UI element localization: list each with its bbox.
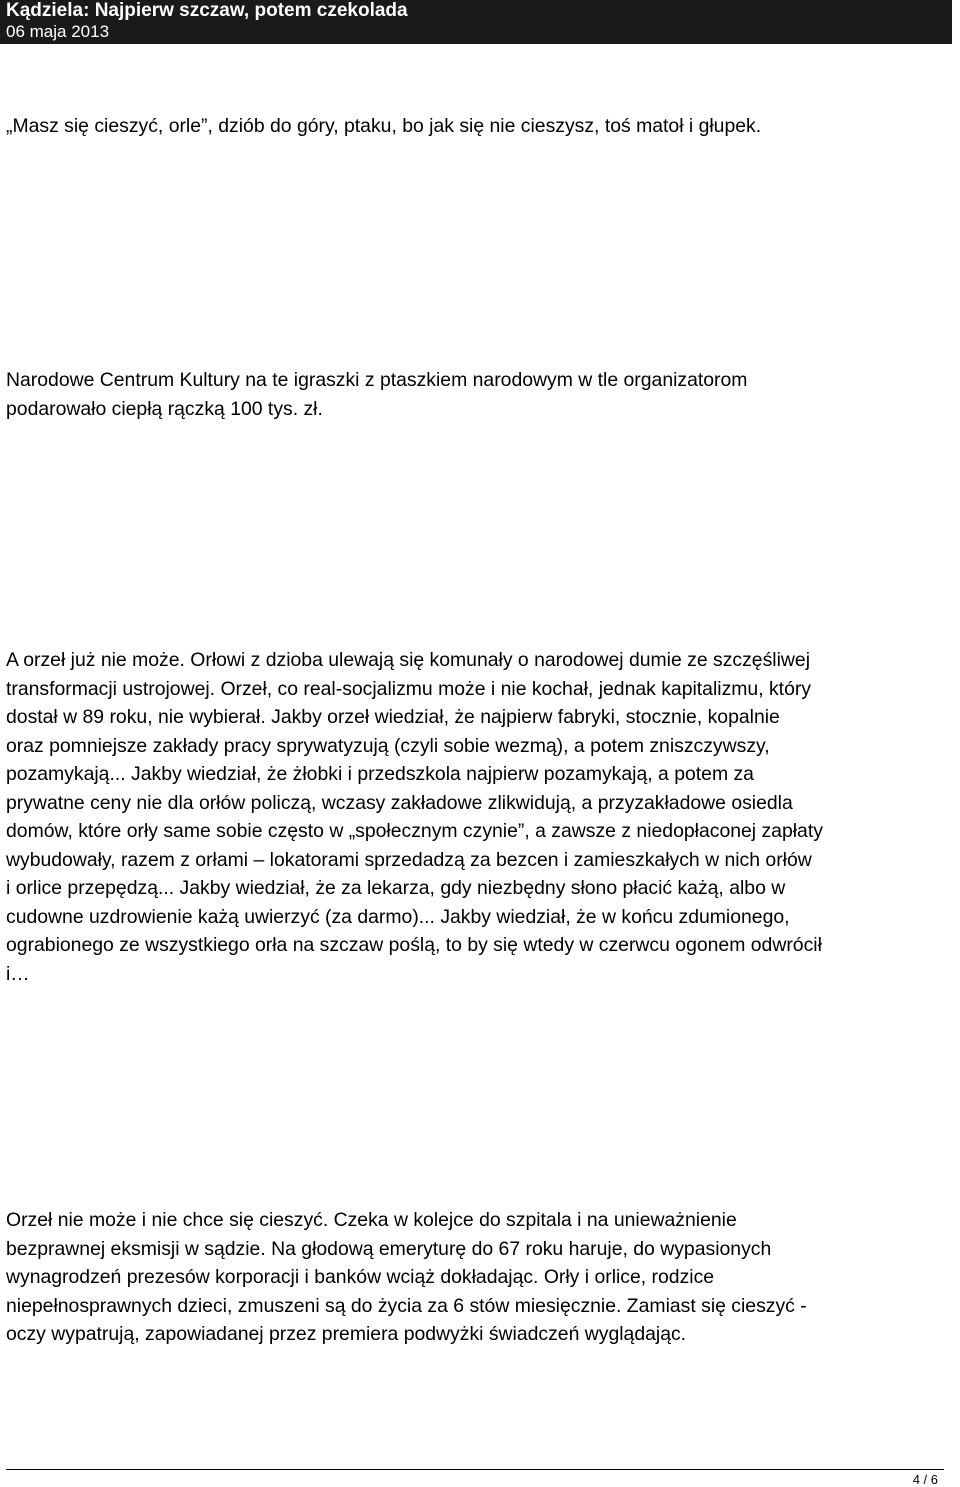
text-line: dostał w 89 roku, nie wybierał. Jakby orzeł wiedział, że najpierw fabryki, stocznie, kopalnie [6,706,780,728]
paragraph-1 [6,112,956,141]
text-line: domów, które orły same sobie często w „społecznym czynie”, a zawsze z niedopłaconej zapłaty [6,820,823,842]
text-line: prywatne ceny nie dla orłów policzą, wczasy zakładowe zlikwidują, a przyzakładowe osiedla [6,791,793,814]
document-header [0,0,952,44]
text-line: ograbionego ze wszystkiego orła na szczaw poślą, to by się wtedy w czerwcu ogonem odwrócił [6,934,822,956]
page-number: 4 / 6 [912,1472,938,1487]
paragraph-3 [6,646,956,988]
article-date: 06 maja 2013 [6,22,110,41]
text-line: oczy wypatrują, zapowiadanej przez premiera podwyżki świadczeń wyglądając. [6,1323,687,1345]
text-line: Narodowe Centrum Kultury na te igraszki z ptaszkiem narodowym w tle organizatorom [6,369,748,391]
paragraph-2 [6,366,956,423]
text-line: niepełnosprawnych dzieci, zmuszeni są do życia za 6 stów miesięcznie. Zamiast się cieszyć - [6,1294,807,1317]
text-line: bezprawnej eksmisji w sądzie. Na głodową emeryturę do 67 roku haruje, do wypasionych [6,1237,772,1260]
text-line: A orzeł już nie może. Orłowi z dzioba ulewają się komunały o narodowej dumie ze szczęśliwej [6,649,811,671]
text-line: transformacji ustrojowej. Orzeł, co real-socjalizmu może i nie kochał, jednak kapitalizmu, który [6,677,812,700]
text-line: pozamykają... Jakby wiedział, że żłobki i przedszkola najpierw pozamykają, a potem za [6,763,754,785]
text-line: wynagrodzeń prezesów korporacji i banków wciąż dokładając. Orły i orlice, rodzice [6,1266,715,1288]
text-line: i orlice przepędzą... Jakby wiedział, że za lekarza, gdy niezbędny słono płacić każą, albo w [6,877,786,899]
text-line: podarowało ciepłą rączką 100 tys. zł. [6,397,323,420]
text-line: wybudowały, razem z orłami – lokatorami sprzedadzą za bezcen i zamieszkałych w nich orłów [6,848,812,871]
text-line: cudowne uzdrowienie każą uwierzyć (za darmo)... Jakby wiedział, że w końcu zdumionego, [6,905,790,928]
text-line: oraz pomniejsze zakłady pracy sprywatyzują (czyli sobie wezmą), a potem zniszczywszy, [6,734,770,757]
article-title: Kądziela: Najpierw szczaw, potem czekolada [6,0,408,21]
text-line: Orzeł nie może i nie chce się cieszyć. Czeka w kolejce do szpitala i na unieważnienie [6,1209,737,1231]
text-line: „Masz się cieszyć, orle”, dziób do góry, ptaku, bo jak się nie cieszysz, toś matoł i głupek. [6,115,762,137]
text-line: i… [6,962,30,985]
paragraph-4 [6,1206,956,1349]
footer-divider [6,1469,944,1470]
